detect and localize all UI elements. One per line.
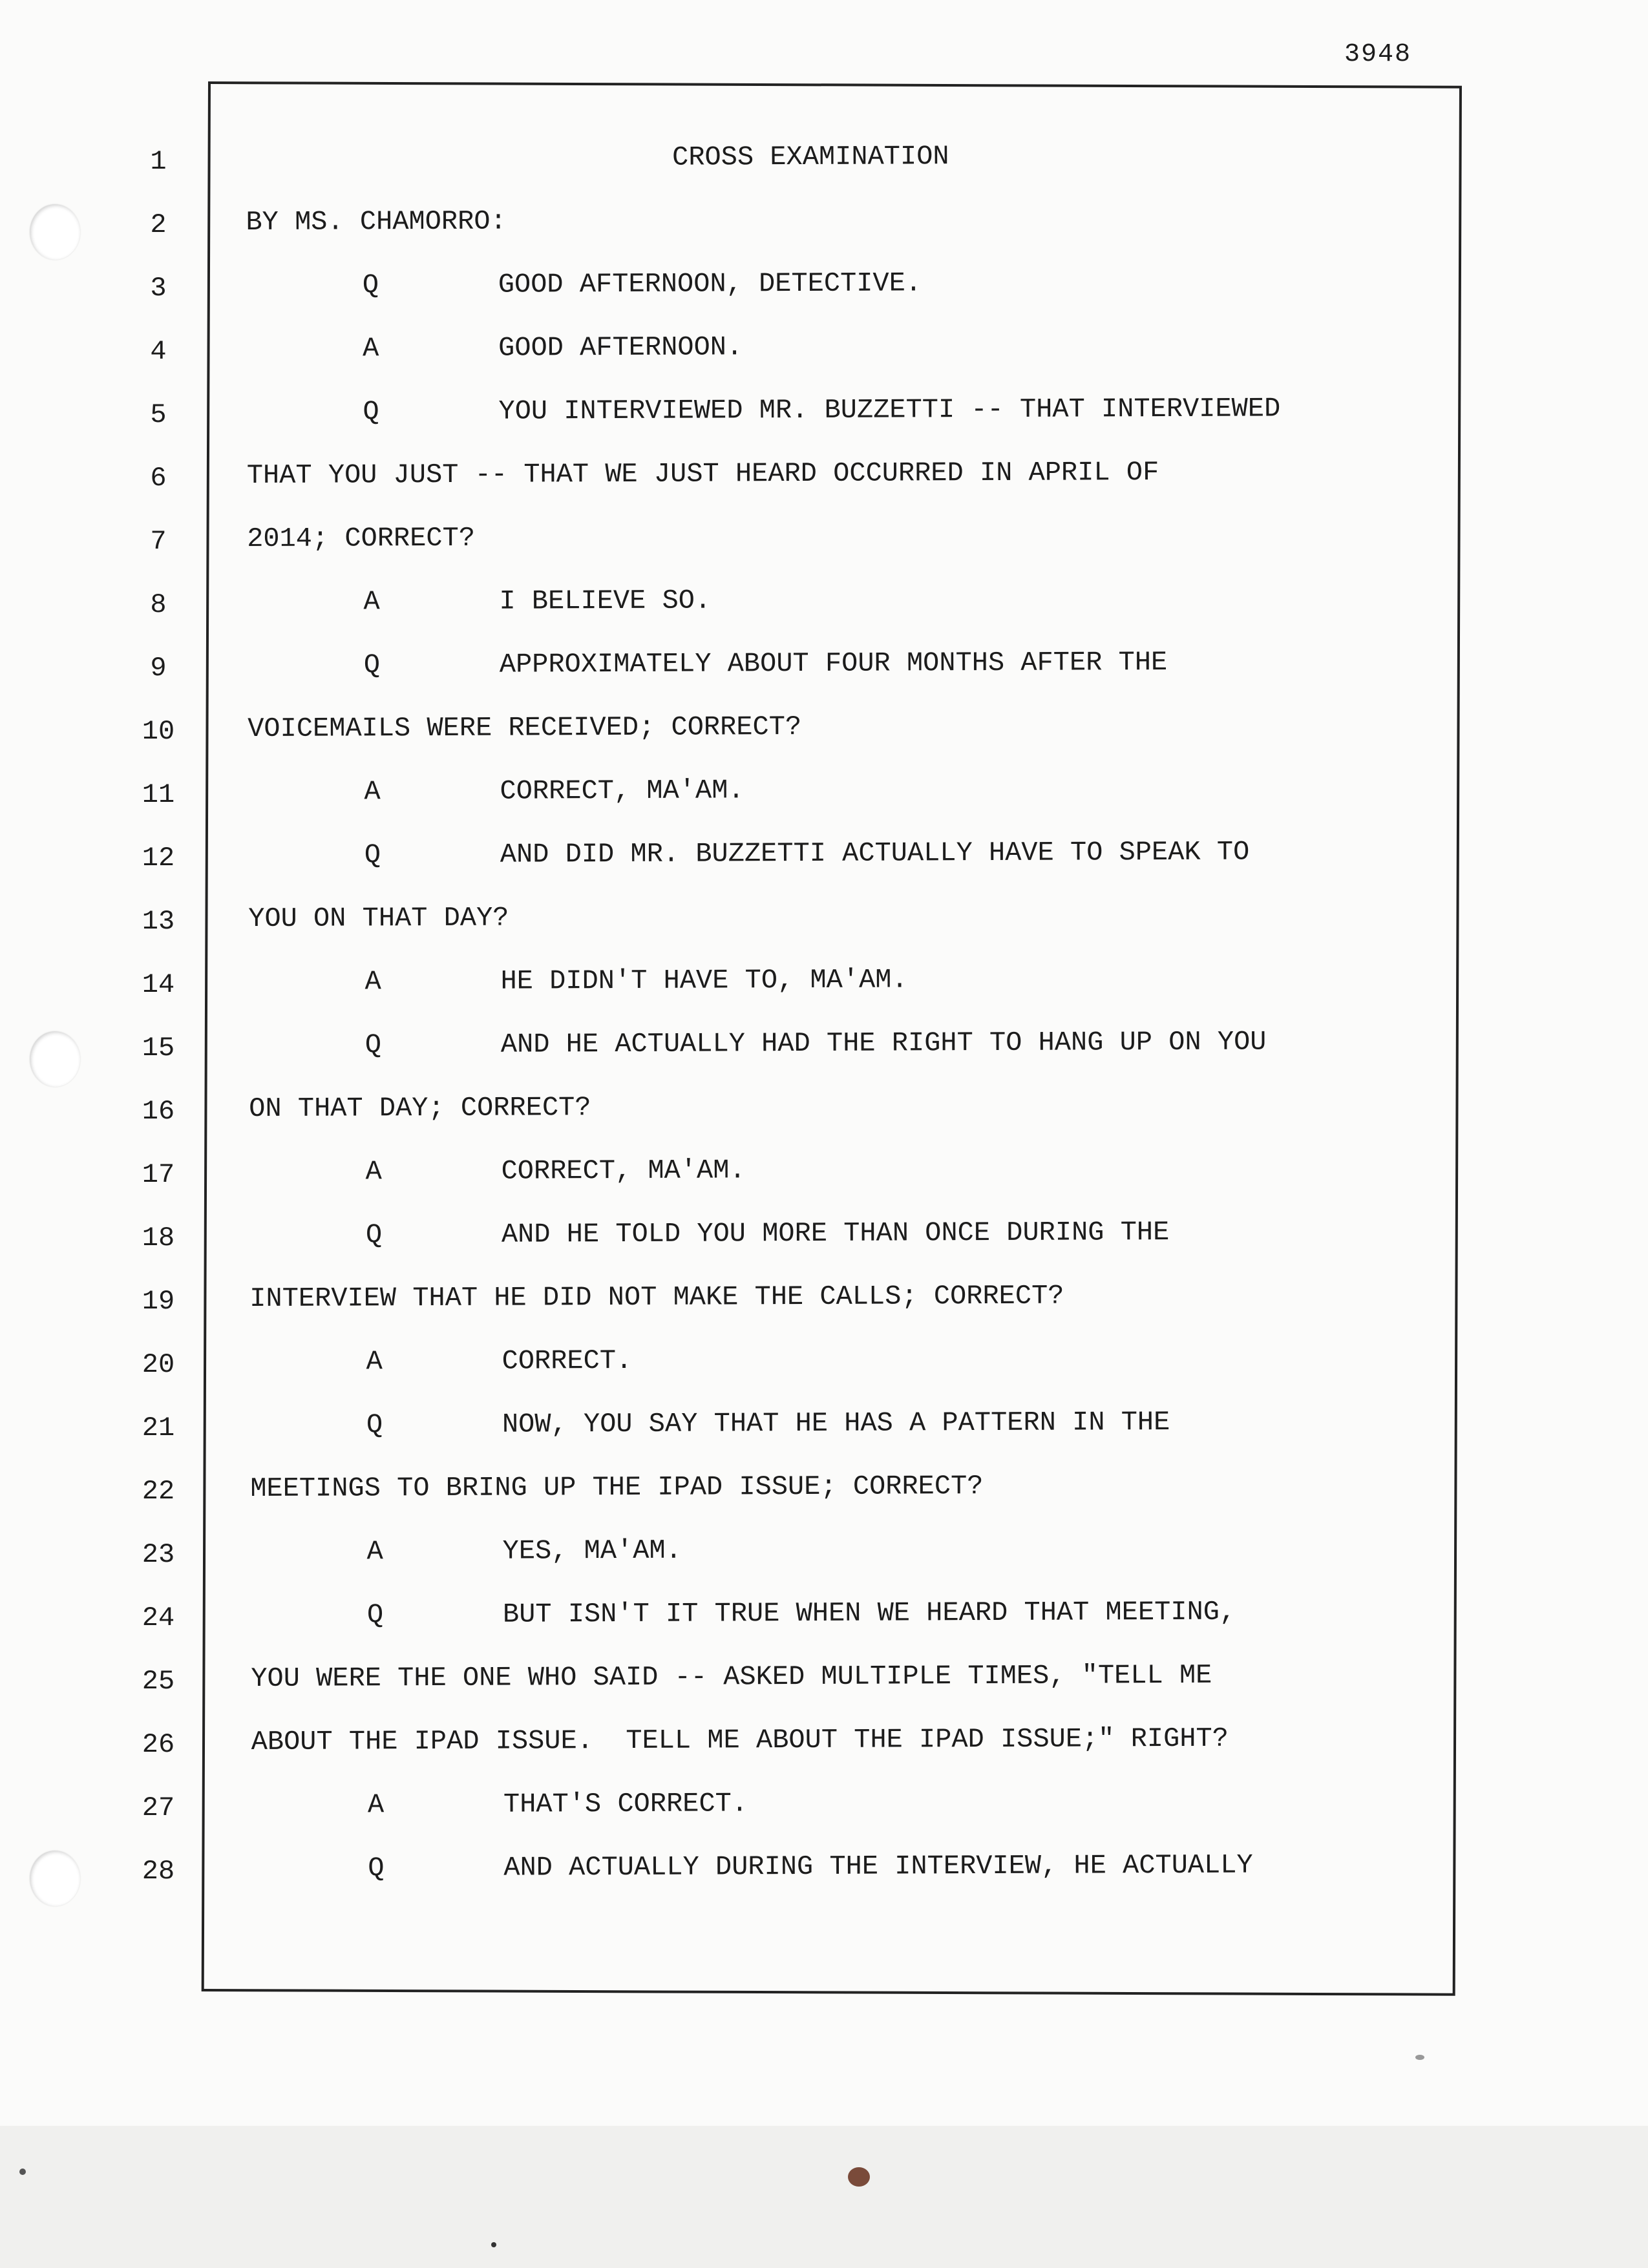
- transcript-line: [248, 707, 1437, 774]
- line-number: 21: [142, 1412, 175, 1444]
- testimony-text: GOOD AFTERNOON, DETECTIVE.: [498, 268, 922, 300]
- line-number: 28: [142, 1856, 175, 1887]
- line-number: 1: [150, 146, 167, 177]
- line-number: 13: [142, 906, 175, 937]
- transcript-line: [248, 897, 1437, 964]
- testimony-continuation: YOU ON THAT DAY?: [248, 902, 509, 934]
- line-number: 17: [142, 1159, 175, 1190]
- line-number: 26: [142, 1729, 175, 1760]
- scan-speck: [1415, 2055, 1424, 2060]
- transcript-line: [248, 770, 1437, 837]
- testimony-text: GOOD AFTERNOON.: [498, 331, 743, 364]
- testimony-text: NOW, YOU SAY THAT HE HAS A PATTERN IN THE: [502, 1407, 1170, 1440]
- transcript-line: [249, 1340, 1439, 1407]
- speaker-marker: Q: [366, 1409, 383, 1441]
- testimony-text: AND DID MR. BUZZETTI ACTUALLY HAVE TO SPEAK TO: [500, 836, 1250, 870]
- transcript-line: [251, 1847, 1441, 1914]
- scan-speck: [19, 2168, 26, 2175]
- line-number: 18: [142, 1223, 175, 1254]
- speaker-marker: Q: [362, 269, 379, 301]
- testimony-continuation: BY MS. CHAMORRO:: [246, 205, 507, 238]
- testimony-continuation: VOICEMAILS WERE RECEIVED; CORRECT?: [248, 711, 802, 744]
- transcript-line: [247, 454, 1436, 521]
- line-number: 14: [142, 969, 175, 1000]
- line-number: 11: [142, 779, 175, 810]
- speaker-marker: Q: [365, 1219, 383, 1251]
- binder-hole-top: [30, 204, 80, 260]
- testimony-continuation: MEETINGS TO BRING UP THE IPAD ISSUE; CORRECT?: [250, 1471, 984, 1504]
- line-number: 5: [150, 399, 167, 430]
- line-number: 27: [142, 1792, 175, 1823]
- testimony-text: I BELIEVE SO.: [499, 585, 712, 617]
- section-heading: CROSS EXAMINATION: [672, 141, 949, 173]
- speaker-marker: A: [364, 966, 381, 998]
- transcript-line: [246, 390, 1435, 457]
- line-number: 10: [142, 716, 175, 747]
- testimony-text: YOU INTERVIEWED MR. BUZZETTI -- THAT INTERVIEWED: [498, 393, 1281, 427]
- speaker-marker: A: [363, 586, 380, 618]
- speaker-marker: A: [365, 1156, 382, 1188]
- transcript-line: [249, 1150, 1438, 1217]
- testimony-continuation: INTERVIEW THAT HE DID NOT MAKE THE CALLS; CORRECT?: [249, 1280, 1064, 1314]
- speaker-marker: A: [366, 1536, 383, 1568]
- speaker-marker: Q: [364, 1029, 382, 1061]
- transcript-line: [251, 1657, 1440, 1724]
- line-number: 6: [150, 463, 167, 494]
- line-number: 23: [142, 1539, 175, 1570]
- transcript-line: [246, 327, 1435, 394]
- speaker-marker: Q: [368, 1853, 385, 1884]
- testimony-text: CORRECT.: [502, 1345, 633, 1377]
- scan-speck: [491, 2242, 496, 2247]
- transcript-line: [246, 200, 1435, 268]
- line-number: 25: [142, 1666, 175, 1697]
- transcript-line: [247, 517, 1436, 584]
- scan-speck: [848, 2167, 870, 2187]
- testimony-text: CORRECT, MA'AM.: [500, 775, 745, 807]
- transcript-body: [246, 137, 1441, 1914]
- transcript-line: [248, 960, 1437, 1027]
- page-number: 3948: [1344, 40, 1412, 69]
- speaker-marker: A: [364, 776, 381, 808]
- line-number-column: [129, 143, 187, 1916]
- line-number: 4: [150, 336, 167, 367]
- transcript-line: [247, 580, 1436, 647]
- line-number: 2: [150, 209, 167, 240]
- testimony-continuation: ABOUT THE IPAD ISSUE. TELL ME ABOUT THE IPAD ISSUE;" RIGHT?: [251, 1723, 1229, 1758]
- binder-hole-bottom: [30, 1851, 80, 1906]
- testimony-continuation: THAT YOU JUST -- THAT WE JUST HEARD OCCURRED IN APRIL OF: [246, 457, 1159, 491]
- transcript-line: [249, 1277, 1439, 1344]
- transcript-line: [249, 1087, 1438, 1154]
- speaker-marker: Q: [363, 649, 381, 681]
- transcript-line: [251, 1720, 1441, 1787]
- transcript-line: [248, 834, 1437, 901]
- testimony-text: THAT'S CORRECT.: [503, 1788, 748, 1820]
- speaker-marker: Q: [364, 839, 381, 871]
- testimony-text: APPROXIMATELY ABOUT FOUR MONTHS AFTER THE: [499, 647, 1168, 680]
- transcript-line: [248, 644, 1437, 711]
- line-number: 7: [150, 526, 167, 557]
- line-number: 9: [150, 653, 167, 684]
- testimony-continuation: YOU WERE THE ONE WHO SAID -- ASKED MULTIPLE TIMES, "TELL ME: [251, 1659, 1212, 1694]
- transcript-line: [251, 1530, 1440, 1597]
- testimony-continuation: ON THAT DAY; CORRECT?: [249, 1092, 591, 1124]
- line-number: 15: [142, 1033, 175, 1064]
- speaker-marker: A: [367, 1789, 385, 1821]
- testimony-text: HE DIDN'T HAVE TO, MA'AM.: [500, 964, 908, 997]
- line-number: 20: [142, 1349, 175, 1380]
- binder-hole-middle: [30, 1031, 80, 1087]
- transcript-line: [251, 1593, 1440, 1661]
- transcript-line: [249, 1024, 1438, 1091]
- line-number: 3: [150, 273, 167, 304]
- speaker-marker: Q: [363, 396, 379, 428]
- testimony-text: CORRECT, MA'AM.: [501, 1155, 746, 1187]
- testimony-text: YES, MA'AM.: [502, 1535, 682, 1567]
- line-number: 24: [142, 1602, 175, 1633]
- testimony-text: BUT ISN'T IT TRUE WHEN WE HEARD THAT MEETING,: [502, 1596, 1236, 1630]
- testimony-continuation: 2014; CORRECT?: [247, 522, 476, 554]
- testimony-text: AND ACTUALLY DURING THE INTERVIEW, HE ACTUALLY: [503, 1849, 1253, 1884]
- speaker-marker: Q: [366, 1599, 384, 1631]
- line-number: 16: [142, 1096, 175, 1127]
- testimony-text: AND HE ACTUALLY HAD THE RIGHT TO HANG UP ON YOU: [500, 1026, 1267, 1060]
- line-number: 8: [150, 589, 167, 620]
- speaker-marker: A: [366, 1346, 383, 1378]
- line-number: 12: [142, 843, 175, 874]
- transcript-line: [250, 1467, 1439, 1534]
- scan-margin: [0, 2126, 1648, 2268]
- transcript-line: [249, 1213, 1439, 1281]
- transcript-line: [246, 264, 1435, 331]
- transcript-line: [250, 1403, 1439, 1471]
- testimony-text: AND HE TOLD YOU MORE THAN ONCE DURING THE: [501, 1217, 1170, 1250]
- speaker-marker: A: [363, 333, 379, 364]
- transcript-line: [251, 1783, 1441, 1851]
- line-number: 22: [142, 1476, 175, 1507]
- line-number: 19: [142, 1286, 175, 1317]
- transcript-line: [246, 137, 1435, 204]
